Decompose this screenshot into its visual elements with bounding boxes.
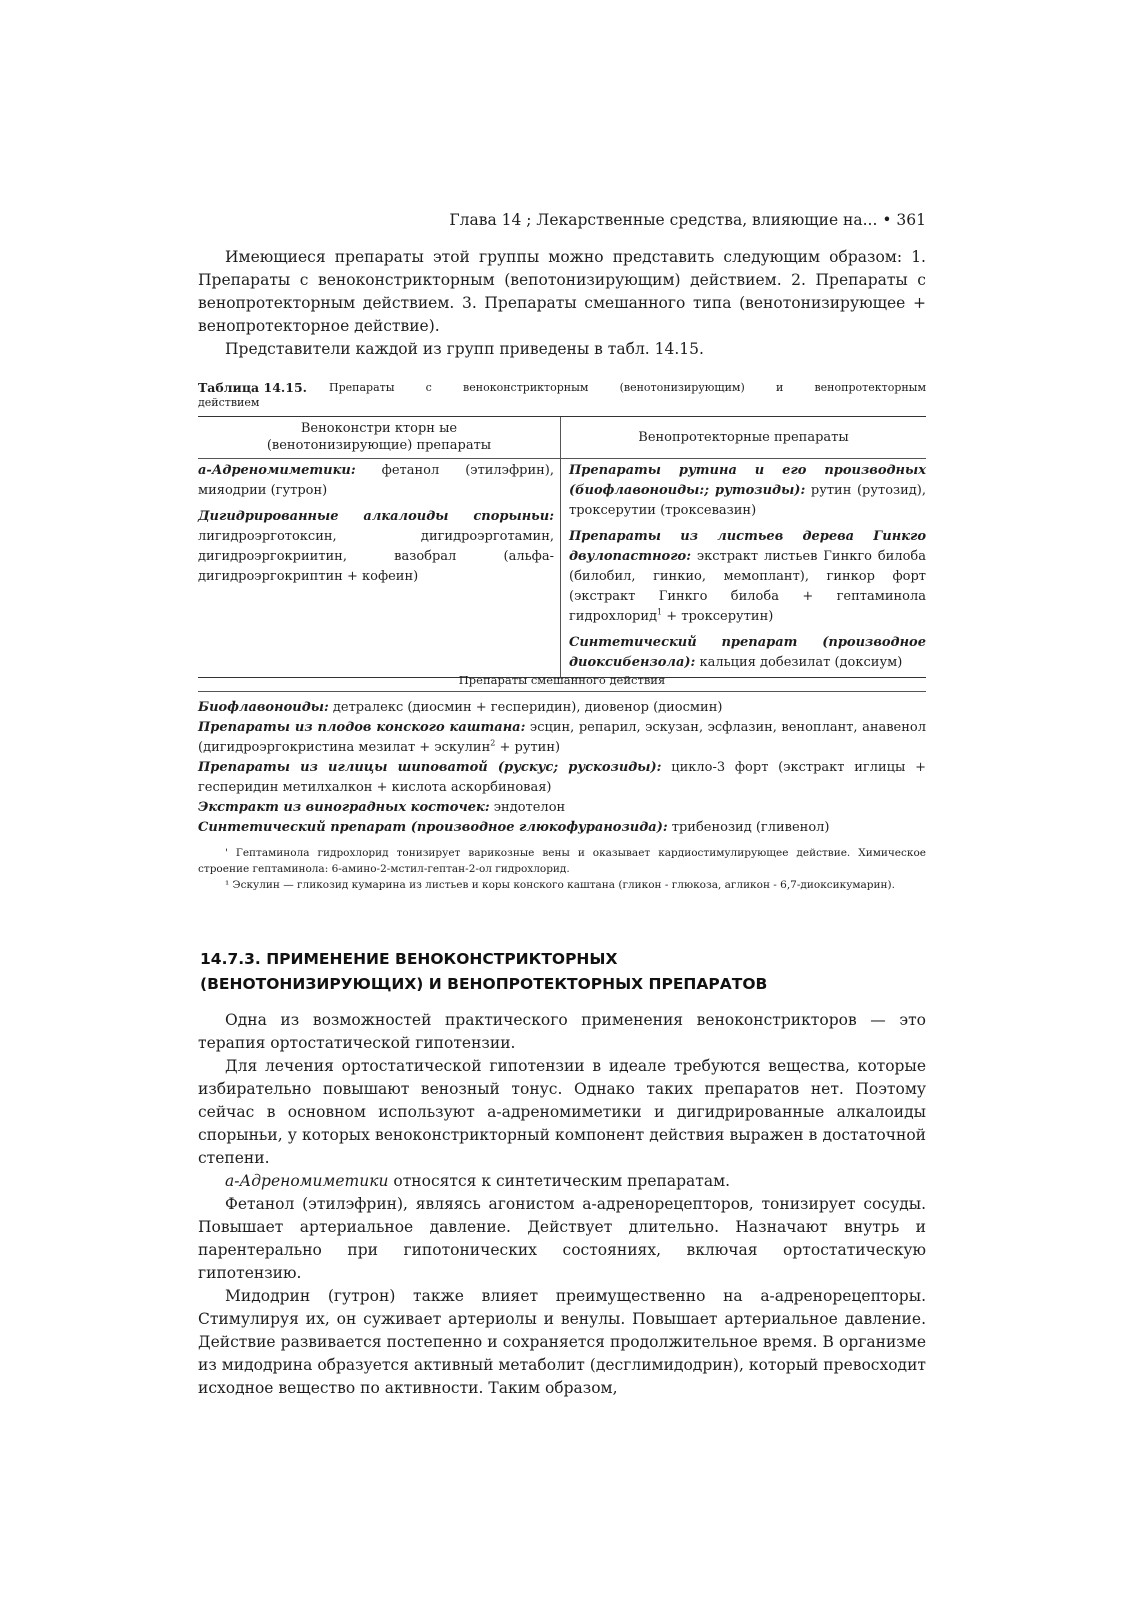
table-entry xyxy=(198,507,554,587)
drug-category: Биофлавоноиды: xyxy=(198,700,329,715)
table-body-row xyxy=(198,459,926,677)
intro-paragraph: Имеющиеся препараты этой группы можно представить следующим образом: 1. Препараты с веноконстрикторным (вепотонизирующим) действием. 2. Препараты с венопротекторным действием. 3. Препараты смешанного типа (венотонизирующее + венопротекторное действие). xyxy=(198,248,926,335)
header-line: (венотонизирующие) препараты xyxy=(266,438,492,453)
running-header: Глава 14 ; Лекарственные средства, влияющие на... • 361 xyxy=(449,211,926,229)
table-entry xyxy=(198,461,554,501)
table-entry xyxy=(569,461,926,521)
mixed-action-title: Препараты смешанного действия xyxy=(198,672,926,692)
drug-list: трибенозид (гливенол) xyxy=(667,820,830,835)
drug-category: Препараты из иглицы шиповатой (рускус; рускозиды): xyxy=(198,760,662,775)
drug-list: эсцин, репарил, эскузан, эсфлазин, веноплант, анавенол (дигидроэргокристина мезилат + эскулин xyxy=(198,720,927,755)
drug-list: детралекс (диосмин + гесперидин), диовенор (диосмин) xyxy=(328,700,723,715)
table-label: Таблица 14.15. xyxy=(198,380,308,395)
mixed-action-section xyxy=(198,672,926,838)
footnote-1: ' Гептаминола гидрохлорид тонизирует варикозные вены и оказывает кардиостимулирующее действие. Химическое строение гептаминола: 6-амино-2-мстил-гептан-2-ол гидрохлорид. xyxy=(198,847,926,875)
table-entry xyxy=(198,798,926,818)
paragraph-text: относятся к синтетическим препаратам. xyxy=(388,1172,731,1190)
drug-list: эндотелон xyxy=(489,800,566,815)
table-entry xyxy=(198,818,926,838)
table-caption xyxy=(198,380,926,410)
column-venoprotectors xyxy=(561,459,926,677)
drug-list: рутин (рутозид), троксерутии (троксевазин) xyxy=(569,483,927,518)
drug-category: Синтетический препарат (производное глюкофуранозида): xyxy=(198,820,668,835)
section-heading-line: (ВЕНОТОНИЗИРУЮЩИХ) И ВЕНОПРОТЕКТОРНЫХ ПРЕПАРАТОВ xyxy=(200,975,768,993)
header-line: Веноконстри кторн ые xyxy=(300,421,458,436)
drug-category: Экстракт из виноградных косточек: xyxy=(198,800,490,815)
table-entry xyxy=(198,718,926,758)
column-venoconstrictors xyxy=(198,459,561,677)
drug-list: экстракт листьев Гинкго билоба (билобил, гинкио, мемоплант), гинкор форт (экстракт Гинкго билоба + гептаминола гидрохлорид xyxy=(569,549,926,624)
table-header-row xyxy=(198,417,926,459)
table-entry xyxy=(569,633,926,673)
drug-list-tail: + троксерутин) xyxy=(662,609,774,624)
body-paragraph xyxy=(198,1170,926,1193)
body-section xyxy=(198,1009,926,1400)
footnote-marker: 2 xyxy=(490,738,496,748)
body-paragraph: Фетанол (этилэфрин), являясь агонистом а-адренорецепторов, тонизирует сосуды. Повышает артериальное давление. Действует длительно. Назначают внутрь и парентерально при гипотонических состояниях, включая ортостатическую гипотензию. xyxy=(198,1195,926,1282)
table-title-tail: действием xyxy=(198,396,260,409)
section-heading-line: 14.7.3. ПРИМЕНЕНИЕ ВЕНОКОНСТРИКТОРНЫХ xyxy=(200,950,618,968)
drug-category: Препараты из плодов конского каштана: xyxy=(198,720,526,735)
drug-table xyxy=(198,416,926,678)
body-paragraph: Мидодрин (гутрон) также влияет преимущественно на а-адренорецепторы. Стимулируя их, он суживает артериолы и венулы. Повышает артериальное давление. Действие развивается постепенно и сохраняется продолжительное время. В организме из мидодрина образуется активный метаболит (десглимидодрин), который превосходит исходное вещество по активности. Таким образом, xyxy=(198,1287,926,1397)
drug-category: Препараты рутина и его производных (биофлавоноиды:; рутозиды): xyxy=(569,463,926,498)
drug-category: Дигидрированные алкалоиды спорыньи: xyxy=(198,509,554,524)
footnotes xyxy=(198,845,926,893)
italic-term: а-Адреномиметики xyxy=(225,1172,389,1190)
table-entry xyxy=(198,758,926,798)
header-cell-venoconstrictors xyxy=(198,417,561,458)
table-title: Препараты с веноконстрикторным (венотонизирующим) и венопротекторным xyxy=(329,381,926,394)
drug-list: фетанол (этилэфрин), мияодрии (гутрон) xyxy=(198,463,554,498)
drug-list: кальция добезилат (доксиум) xyxy=(695,655,903,670)
footnote-2: ¹ Эскулин — гликозид кумарина из листьев и коры конского каштана (гликон - глюкоза, агликон - 6,7-диоксикумарин). xyxy=(225,879,895,891)
drug-list: цикло-3 форт (экстракт иглицы + гесперидин метилхалкон + кислота аскорбиновая) xyxy=(198,760,926,795)
body-paragraph: Для лечения ортостатической гипотензии в идеале требуются вещества, которые избирательно повышают венозный тонус. Однако таких препаратов нет. Поэтому сейчас в основном используют а-адреномиметики и дигидрированные алкалоиды спорыньи, у которых веноконстрикторный компонент действия выражен в достаточной степени. xyxy=(198,1057,926,1167)
section-heading xyxy=(200,947,928,997)
drug-list: лигидроэрготоксин, дигидроэрготамин, дигидроэргокриитин, вазобрал (альфа-дигидроэргокриптин + кофеин) xyxy=(198,529,554,584)
drug-list-tail: + рутин) xyxy=(495,740,561,755)
table-entry xyxy=(569,527,926,627)
drug-category: а-Адреномиметики: xyxy=(198,463,356,478)
table-entry xyxy=(198,698,926,718)
footnote-marker: 1 xyxy=(657,607,663,617)
body-paragraph: Одна из возможностей практического применения веноконстрикторов — это терапия ортостатической гипотензии. xyxy=(198,1011,926,1052)
header-cell-venoprotectors: Венопротекторные препараты xyxy=(638,429,849,445)
intro-paragraph-reference: Представители каждой из групп приведены в табл. 14.15. xyxy=(225,340,704,358)
drug-category: Синтетический препарат (производное диоксибензола): xyxy=(569,635,926,670)
drug-category: Препараты из листьев дерева Гинкго двулопастного: xyxy=(569,529,926,564)
intro-section xyxy=(198,246,926,361)
